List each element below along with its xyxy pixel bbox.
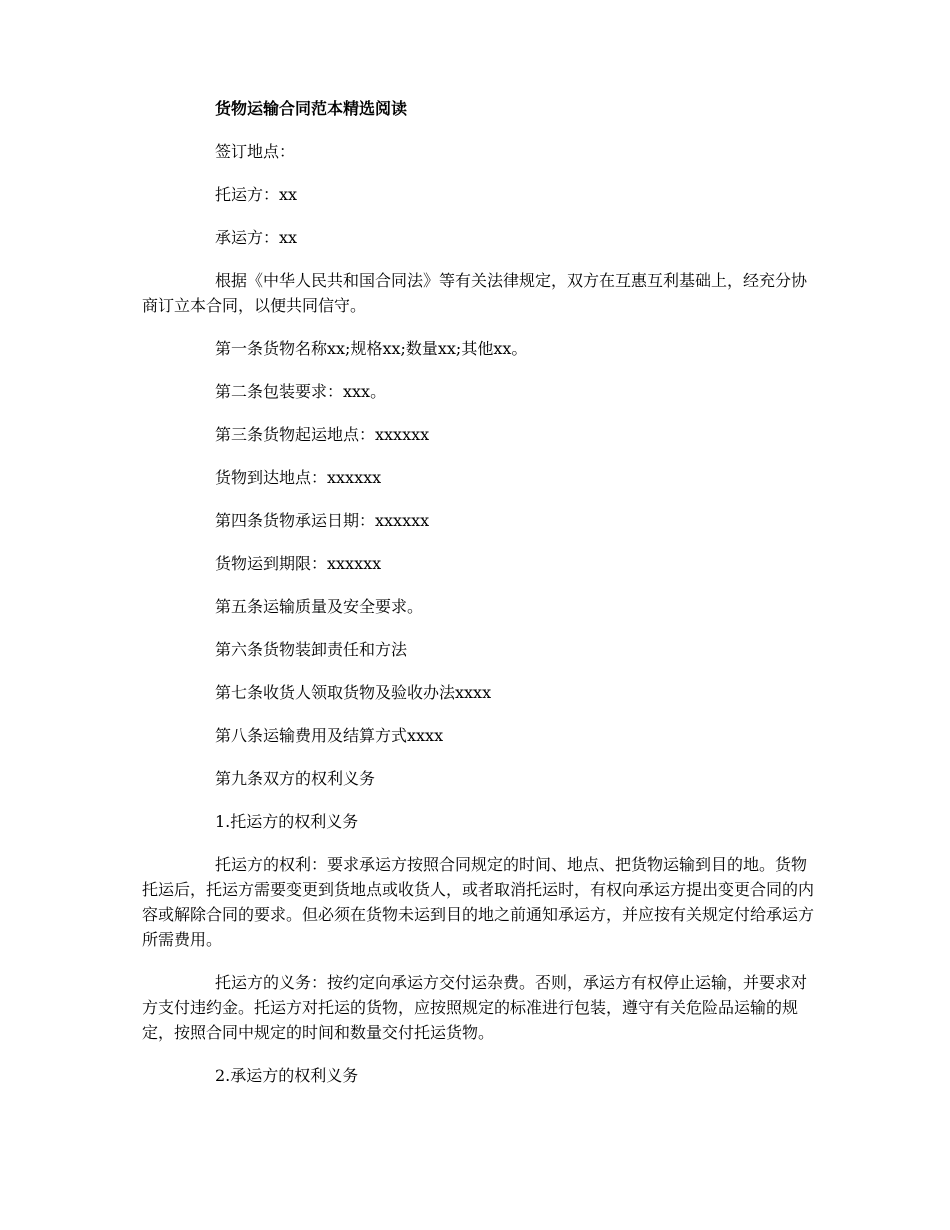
article-9: 第九条双方的权利义务 (215, 769, 376, 788)
article-6: 第六条货物装卸责任和方法 (215, 640, 408, 659)
article-8: 第八条运输费用及结算方式xxxx (215, 726, 444, 745)
signing-place: 签订地点： (215, 142, 296, 161)
article-1: 第一条货物名称xx;规格xx;数量xx;其他xx。 (215, 339, 528, 358)
shipper-rights-paragraph: 托运方的权利：要求承运方按照合同规定的时间、地点、把货物运输到目的地。货物托运后，托运方需要变更到货地点或收货人，或者取消托运时，有权向承运方提出变更合同的内容或解除合同的要求。但必须在货物未运到目的地之前通知承运方，并应按有关规定付给承运方所需费用。 (142, 855, 815, 949)
article-4: 第四条货物承运日期：xxxxxx (215, 511, 430, 530)
section-shipper-rights: 1.托运方的权利义务 (215, 812, 359, 831)
document-title: 货物运输合同范本精选阅读 (215, 99, 408, 118)
article-2: 第二条包装要求：xxx。 (215, 382, 387, 401)
article-7: 第七条收货人领取货物及验收办法xxxx (215, 683, 492, 702)
shipper: 托运方：xx (215, 185, 298, 204)
arrival-place: 货物到达地点：xxxxxx (215, 468, 382, 487)
article-3: 第三条货物起运地点：xxxxxx (215, 425, 430, 444)
carrier: 承运方：xx (215, 228, 298, 247)
delivery-deadline: 货物运到期限：xxxxxx (215, 554, 382, 573)
section-carrier-rights: 2.承运方的权利义务 (215, 1066, 359, 1085)
shipper-obligations-paragraph: 托运方的义务：按约定向承运方交付运杂费。否则，承运方有权停止运输，并要求对方支付违约金。托运方对托运的货物，应按照规定的标准进行包装，遵守有关危险品运输的规定，按照合同中规定的时间和数量交付托运货物。 (142, 973, 808, 1042)
preamble-paragraph: 根据《中华人民共和国合同法》等有关法律规定，双方在互惠互利基础上，经充分协商订立本合同，以便共同信守。 (142, 271, 808, 315)
document-page (142, 96, 814, 1106)
article-5: 第五条运输质量及安全要求。 (215, 597, 424, 616)
